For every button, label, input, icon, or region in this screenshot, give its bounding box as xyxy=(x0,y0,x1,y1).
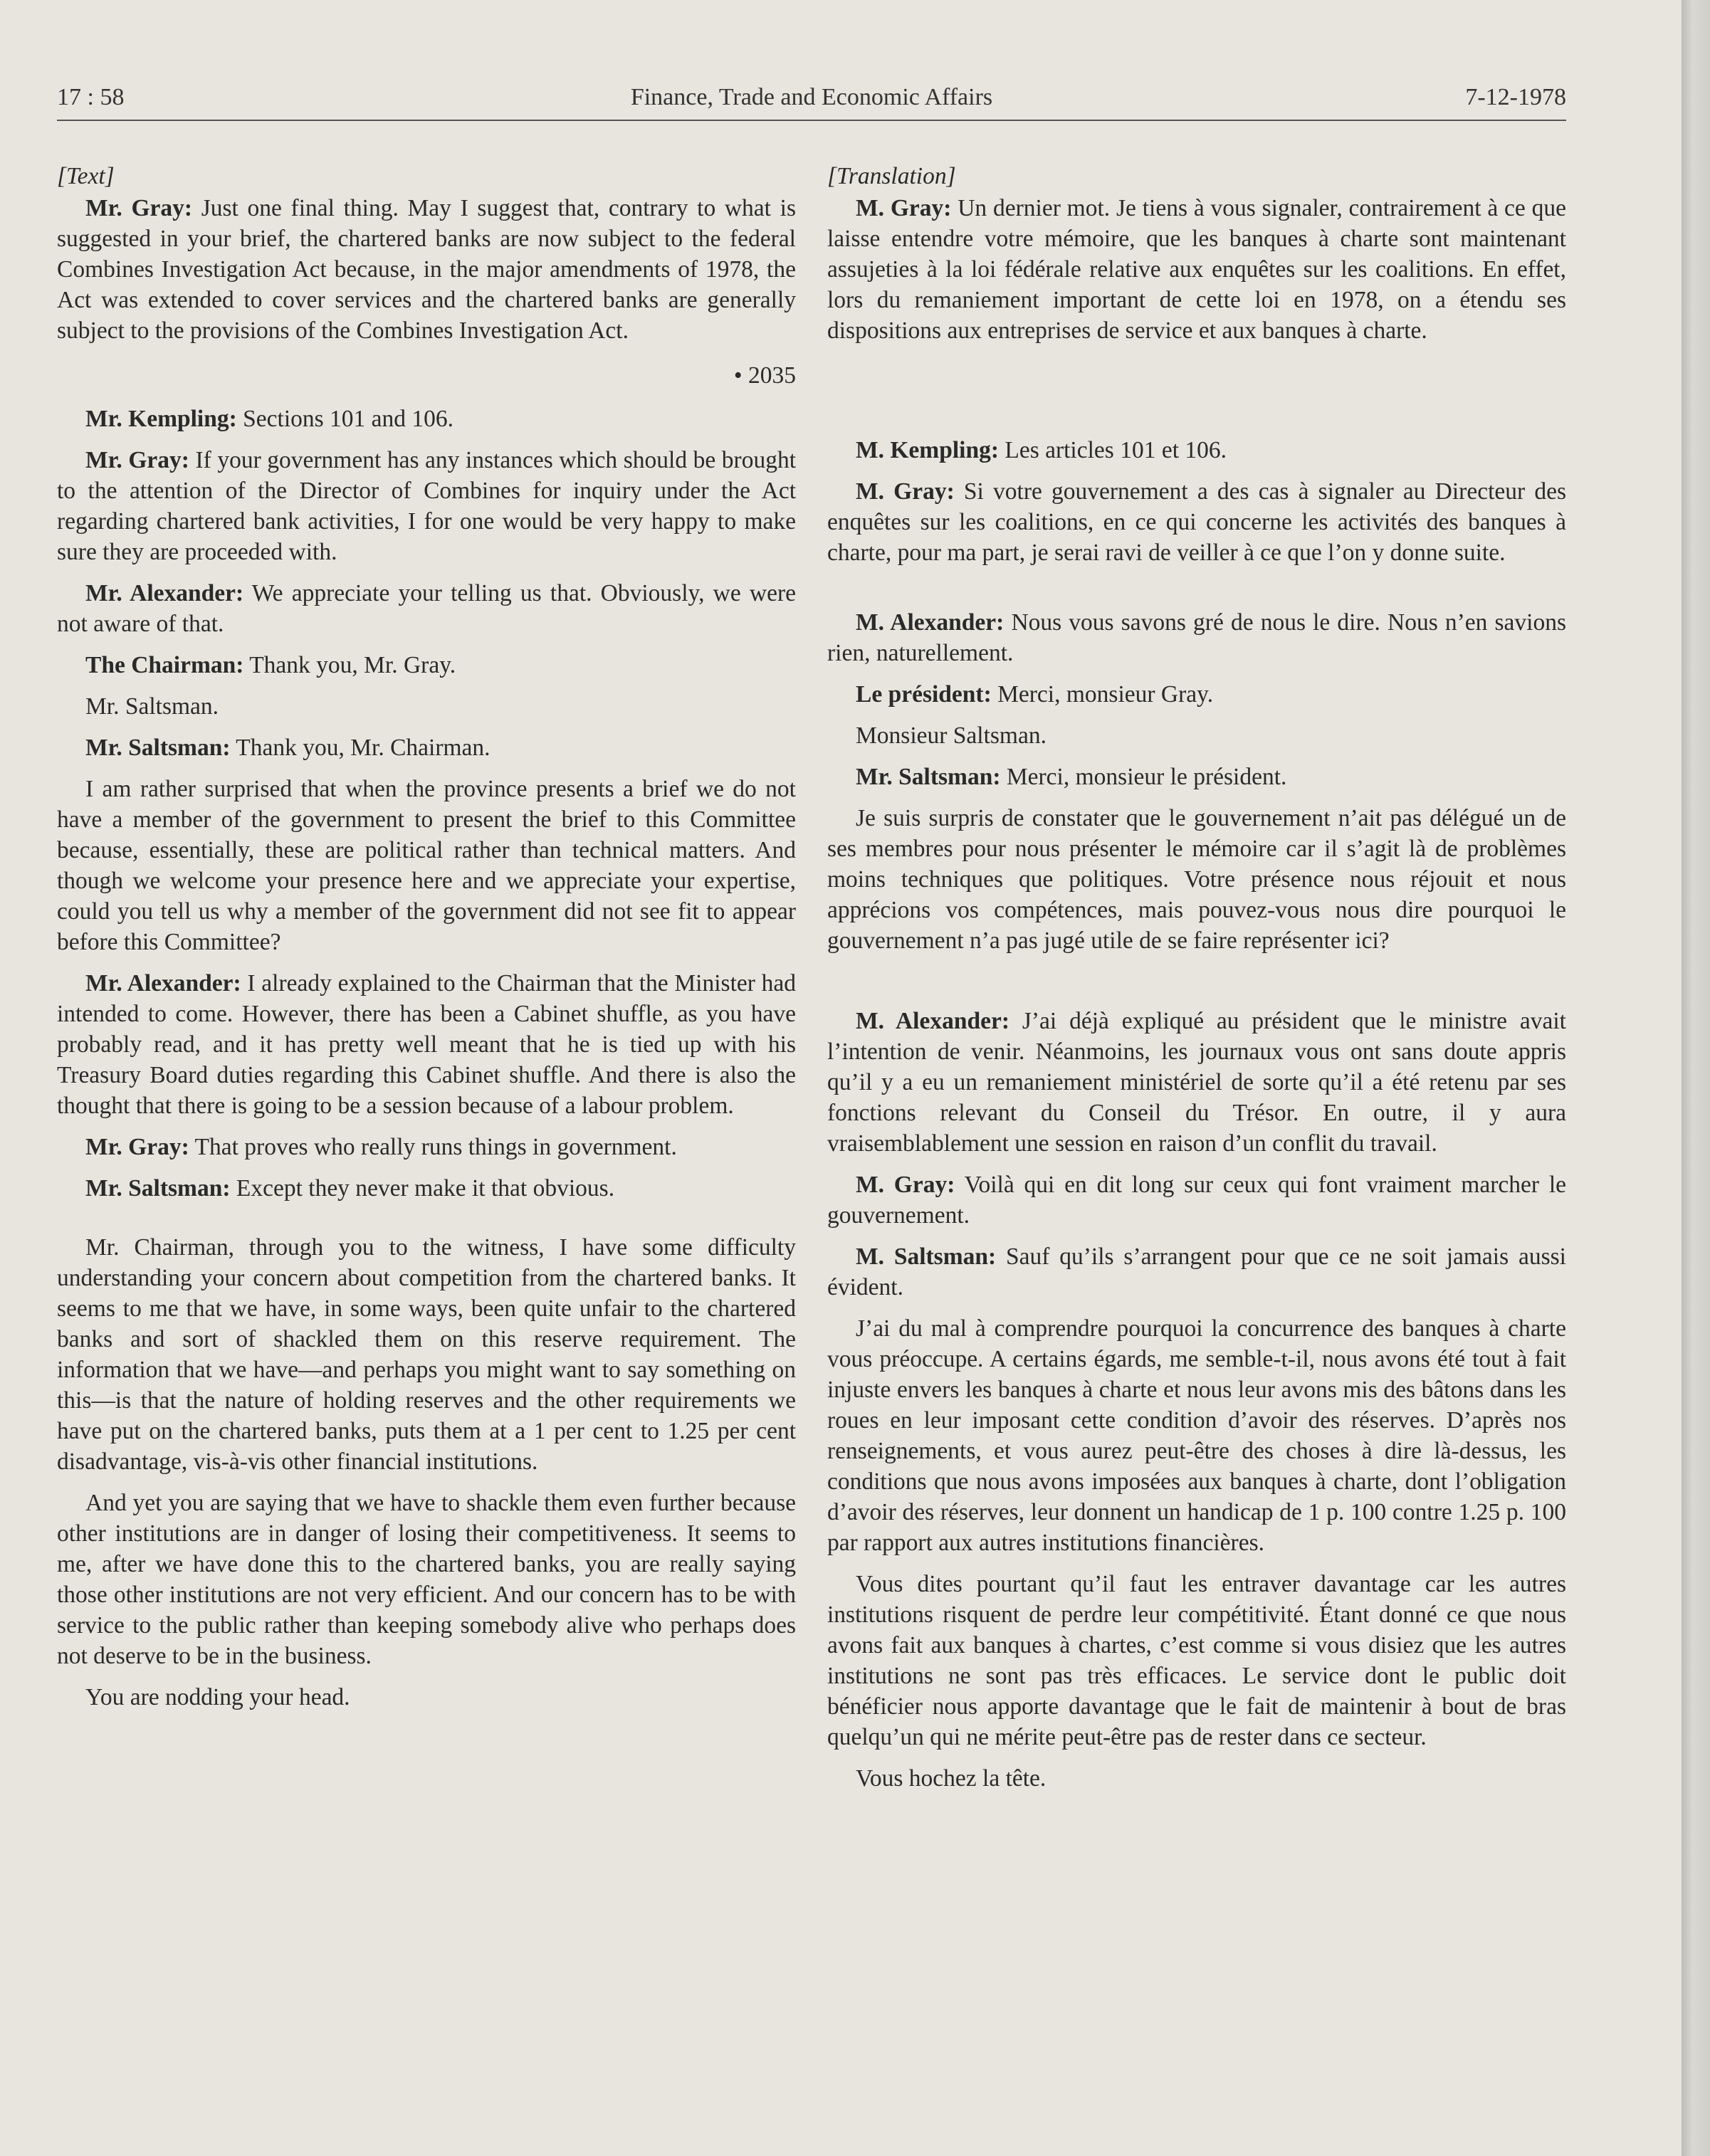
paragraph: Vous hochez la tête. xyxy=(856,1765,1047,1792)
header-date: 7-12-1978 xyxy=(1465,84,1566,110)
paragraph: Mr. Saltsman: Merci, monsieur le président. xyxy=(856,764,1287,790)
paragraph: Mr. Kempling: Sections 101 and 106. xyxy=(85,406,454,432)
paragraph: J’ai du mal à comprendre pourquoi la concurrence des banques à charte vous préoccupe. A certains égards, me semble-t-il, nous avons été tout à fait injuste envers les banques à charte et nous leur avons mis des bâtons dans les roues en leur imposant cette condition d’avoir des réserves. D’après nos renseignements, et vous aurez peut-être des choses à dire là-dessus, les conditions que nous avons imposées aux banques à charte, dont l’obligation d’avoir des réserves, leur donnent un handicap de 1 p. 100 contre 1.25 p. 100 par rapport aux autres institutions financières. xyxy=(827,1315,1566,1556)
english-column xyxy=(57,161,796,1723)
paragraph: M. Gray: Si votre gouvernement a des cas à signaler au Directeur des enquêtes sur les coalitions, en ce qui concerne les activités des banques à charte, pour ma part, je serai ravi de veiller à ce que l’on y donne suite. xyxy=(827,478,1566,566)
running-title: Finance, Trade and Economic Affairs xyxy=(630,84,993,110)
time-marker: • 2035 xyxy=(733,362,796,389)
paragraph: Mr. Gray: That proves who really runs things in government. xyxy=(85,1134,677,1160)
paragraph: Mr. Gray: If your government has any instances which should be brought to the attention of the Director of Combines for inquiry under the Act regarding chartered bank activities, I for one would be very happy to make sure they are proceeded with. xyxy=(57,447,796,565)
section-label: [Text] xyxy=(57,163,115,189)
paragraph: M. Gray: Voilà qui en dit long sur ceux qui font vraiment marcher le gouvernement. xyxy=(827,1172,1566,1229)
paragraph: Mr. Alexander: I already explained to the Chairman that the Minister had intended to come. However, there has been a Cabinet shuffle, as you have probably read, and it has pretty well meant that he is tied up with his Treasury Board duties regarding this Cabinet shuffle. And there is also the thought that there is going to be a session because of a labour problem. xyxy=(57,970,796,1119)
paragraph: Je suis surpris de constater que le gouvernement n’ait pas délégué un de ses membres pour nous présenter le mémoire car il s’agit là de problèmes moins techniques que politiques. Votre présence nous réjouit et nous apprécions vos compétences, mais pouvez-vous nous dire pourquoi le gouvernement n’a pas jugé utile de se faire représenter ici? xyxy=(827,805,1566,954)
paragraph: Mr. Saltsman: Except they never make it that obvious. xyxy=(85,1175,615,1201)
paragraph: Mr. Chairman, through you to the witness, I have some difficulty understanding your concern about competition from the chartered banks. It seems to me that we have, in some ways, been quite unfair to the chartered banks and sort of shackled them on this reserve requirement. The information that we have—and perhaps you might want to say something on this—is that the nature of holding reserves and the other requirements we have put on the chartered banks, puts them at a 1 per cent to 1.25 per cent disadvantage, vis-à-vis other financial institutions. xyxy=(57,1234,796,1475)
paragraph: M. Saltsman: Sauf qu’ils s’arrangent pour que ce ne soit jamais aussi évident. xyxy=(827,1243,1566,1300)
section-label: [Translation] xyxy=(827,163,956,189)
paragraph: M. Kempling: Les articles 101 et 106. xyxy=(856,437,1227,463)
paragraph: Le président: Merci, monsieur Gray. xyxy=(856,681,1214,708)
paragraph: Mr. Alexander: We appreciate your telling us that. Obviously, we were not aware of that. xyxy=(57,580,796,637)
header-rule xyxy=(57,120,1566,121)
paragraph: And yet you are saying that we have to shackle them even further because other institutions are in danger of losing their competitiveness. It seems to me, after we have done this to the chartered banks, you are really saying those other institutions are not very efficient. And our concern has to be with service to the public rather than keeping somebody alive who perhaps does not deserve to be in the business. xyxy=(57,1490,796,1669)
paragraph: Vous dites pourtant qu’il faut les entraver davantage car les autres institutions risquent de perdre leur compétitivité. Étant donné ce que nous avons fait aux banques à chartes, c’est comme si vous disiez que les autres institutions ne sont pas très efficaces. Le service dont le public doit bénéficier nous apporte davantage que le fait de maintenir à bout de bras quelqu’un qui ne mérite peut-être pas de rester dans ce secteur. xyxy=(827,1571,1566,1750)
page-edge xyxy=(1682,0,1710,2156)
paragraph: M. Alexander: Nous vous savons gré de nous le dire. Nous n’en savions rien, naturellement. xyxy=(827,609,1567,666)
paragraph: Mr. Gray: Just one final thing. May I suggest that, contrary to what is suggested in your brief, the chartered banks are now subject to the federal Combines Investigation Act because, in the major amendments of 1978, the Act was extended to cover services and the chartered banks are generally subject to the provisions of the Combines Investigation Act. xyxy=(57,195,796,344)
paragraph: I am rather surprised that when the province presents a brief we do not have a member of the government to present the brief to this Committee because, essentially, these are political rather than technical matters. And though we welcome your presence here and we appreciate your expertise, could you tell us why a member of the government did not see fit to appear before this Committee? xyxy=(57,776,796,955)
paragraph: The Chairman: Thank you, Mr. Gray. xyxy=(85,652,456,678)
paragraph: Monsieur Saltsman. xyxy=(856,722,1047,749)
paragraph: M. Gray: Un dernier mot. Je tiens à vous signaler, contrairement à ce que laisse entendre votre mémoire, que les banques à charte sont maintenant assujeties à la loi fédérale relative aux enquêtes sur les coalitions. En effet, lors du remaniement important de cette loi en 1978, on a étendu ses dispositions aux entreprises de service et aux banques à charte. xyxy=(827,195,1566,344)
french-column xyxy=(827,161,1566,1804)
page-number: 17 : 58 xyxy=(57,84,125,110)
paragraph: Mr. Saltsman. xyxy=(85,693,219,720)
paragraph: Mr. Saltsman: Thank you, Mr. Chairman. xyxy=(85,735,491,761)
paragraph: You are nodding your head. xyxy=(85,1684,350,1710)
paragraph: M. Alexander: J’ai déjà expliqué au président que le ministre avait l’intention de venir. Néanmoins, les journaux vous ont sans doute appris qu’il y a eu un remaniement ministériel de sorte qu’il a été retenu par ses fonctions relevant du Conseil du Trésor. En outre, il y aura vraisemblablement une session en raison d’un conflit du travail. xyxy=(827,1008,1566,1157)
